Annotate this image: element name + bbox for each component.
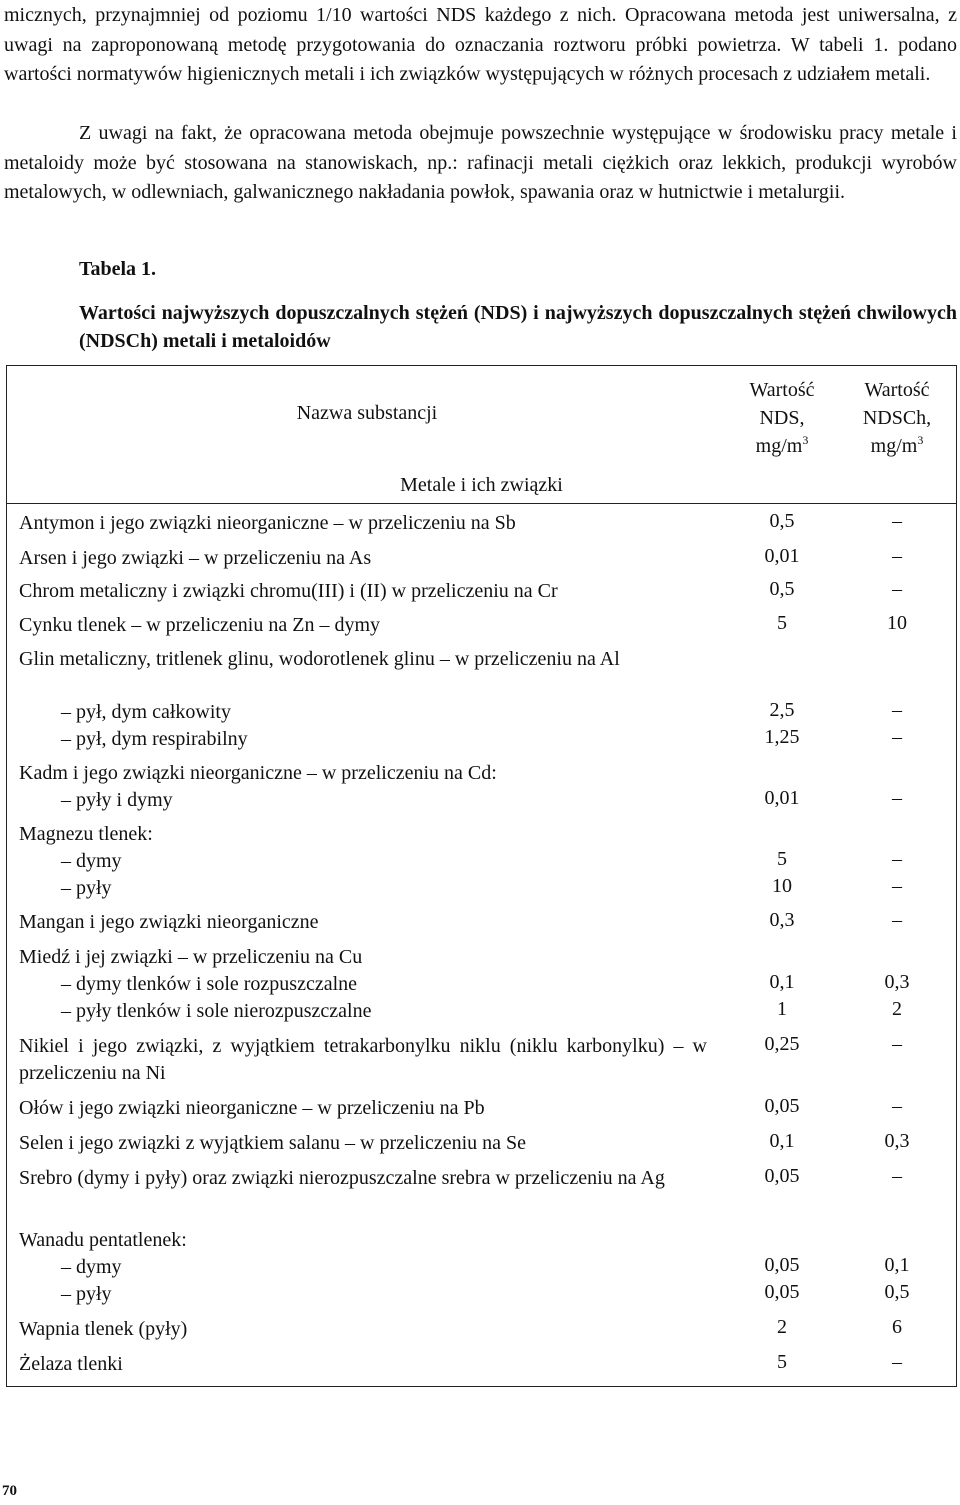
header-ndsch-sup: 3	[917, 433, 924, 447]
row-substance: Kadm i jego związki nieorganiczne – w przeliczeniu na Cd:	[19, 762, 497, 784]
paragraph-2: Z uwagi na fakt, że opracowana metoda obejmuje powszechnie występujące w środowisku pracy metale i metaloidy może być stosowana na stanowiskach, np.: rafinacji metali ciężkich oraz lekkich, produkcji wyrobów metalowych, w odlewniach, galwanicznego nakładania powłok, spawania oraz w hutnictwie i metalurgii.	[4, 122, 957, 203]
row-ndsch: –	[892, 848, 902, 870]
row-nds: 0,05	[764, 1095, 800, 1117]
row-substance: – pył, dym całkowity	[61, 701, 231, 723]
row-substance: Glin metaliczny, tritlenek glinu, wodorotlenek glinu – w przeliczeniu na Al	[19, 648, 620, 670]
header-nds-line2: NDS,	[759, 407, 805, 429]
row-nds: 5	[777, 848, 787, 870]
row-substance: – pyły	[61, 877, 112, 899]
row-nds: 0,05	[764, 1281, 800, 1303]
table-number: Tabela 1.	[79, 258, 157, 280]
row-nds: 2,5	[769, 699, 795, 721]
row-substance: Chrom metaliczny i związki chromu(III) i (II) w przeliczeniu na Cr	[19, 580, 558, 602]
header-ndsch-unit-wrap	[837, 432, 957, 460]
row-substance: Arsen i jego związki – w przeliczeniu na As	[19, 547, 372, 569]
row-substance: – pył, dym respirabilny	[61, 728, 248, 750]
table-title: Wartości najwyższych dopuszczalnych stężeń (NDS) i najwyższych dopuszczalnych stężeń chwilowych (NDSCh) metali i metaloidów	[79, 302, 957, 352]
row-ndsch: 2	[892, 998, 902, 1020]
row-nds: 0,1	[769, 1130, 795, 1152]
row-nds: 5	[777, 612, 787, 634]
row-nds: 0,01	[764, 787, 800, 809]
row-substance: Ołów i jego związki nieorganiczne – w przeliczeniu na Pb	[19, 1097, 485, 1119]
row-substance: Miedź i jej związki – w przeliczeniu na Cu	[19, 946, 363, 968]
row-ndsch: 0,3	[884, 971, 910, 993]
row-ndsch: –	[892, 726, 902, 748]
header-nds	[727, 376, 837, 460]
row-substance: Cynku tlenek – w przeliczeniu na Zn – dymy	[19, 614, 381, 636]
header-nds-unit-wrap	[727, 432, 837, 460]
row-ndsch: –	[892, 875, 902, 897]
row-substance: – dymy	[61, 850, 122, 872]
header-ndsch-unit: mg/m	[870, 435, 918, 457]
row-substance: Magnezu tlenek:	[19, 823, 153, 845]
row-ndsch: –	[892, 578, 902, 600]
row-substance: Wanadu pentatlenek:	[19, 1229, 187, 1251]
row-nds: 0,1	[769, 971, 795, 993]
row-ndsch: –	[892, 1351, 902, 1373]
header-ndsch-line2: NDSCh,	[862, 407, 932, 429]
row-ndsch: –	[892, 699, 902, 721]
row-substance: Żelaza tlenki	[19, 1353, 123, 1375]
page-number: 70	[2, 1483, 17, 1499]
row-nds: 0,5	[769, 510, 795, 532]
section-divider	[7, 503, 956, 504]
row-substance: – dymy	[61, 1256, 122, 1278]
row-nds: 10	[772, 875, 792, 897]
row-nds: 0,3	[769, 909, 795, 931]
row-ndsch: –	[892, 909, 902, 931]
header-nds-sup: 3	[802, 433, 809, 447]
header-nds-unit: mg/m	[755, 435, 803, 457]
row-nds: 0,5	[769, 578, 795, 600]
row-ndsch: 0,3	[884, 1130, 910, 1152]
row-nds: 0,25	[764, 1033, 800, 1055]
row-nds: 2	[777, 1316, 787, 1338]
header-ndsch	[837, 376, 957, 460]
header-substance-name: Nazwa substancji	[296, 402, 438, 424]
row-nds: 1	[777, 998, 787, 1020]
header-nds-line1: Wartość	[749, 379, 815, 401]
row-nds: 0,05	[764, 1254, 800, 1276]
row-nds: 0,05	[764, 1165, 800, 1187]
header-ndsch-line1: Wartość	[864, 379, 930, 401]
row-substance: Antymon i jego związki nieorganiczne – w przeliczeniu na Sb	[19, 512, 516, 534]
section-heading: Metale i ich związki	[400, 474, 563, 496]
row-ndsch: 6	[892, 1316, 902, 1338]
row-ndsch: –	[892, 545, 902, 567]
row-substance: – pyły i dymy	[61, 789, 173, 811]
row-nds: 0,01	[764, 545, 800, 567]
row-substance: Nikiel i jego związki, z wyjątkiem tetrakarbonylku niklu (niklu karbonylku) – w przeliczeniu na Ni	[19, 1035, 707, 1084]
row-ndsch: 0,5	[884, 1281, 910, 1303]
row-ndsch: –	[892, 1033, 902, 1055]
row-nds: 5	[777, 1351, 787, 1373]
row-substance: – dymy tlenków i sole rozpuszczalne	[61, 973, 358, 995]
row-ndsch: –	[892, 787, 902, 809]
row-nds: 1,25	[764, 726, 800, 748]
row-substance: Wapnia tlenek (pyły)	[19, 1318, 188, 1340]
paragraph-1: micznych, przynajmniej od poziomu 1/10 wartości NDS każdego z nich. Opracowana metoda jest uniwersalna, z uwagi na zaproponowaną metodę przygotowania do oznaczania roztworu próbki powietrza. W tabeli 1. podano wartości normatywów higienicznych metali i ich związków występujących w różnych procesach z udziałem metali.	[4, 4, 957, 85]
row-ndsch: –	[892, 1095, 902, 1117]
row-substance: Mangan i jego związki nieorganiczne	[19, 911, 319, 933]
row-ndsch: –	[892, 1165, 902, 1187]
row-substance: Srebro (dymy i pyły) oraz związki nierozpuszczalne srebra w przeliczeniu na Ag	[19, 1167, 665, 1189]
row-substance: – pyły	[61, 1283, 112, 1305]
limits-table	[6, 365, 957, 1387]
row-substance: Selen i jego związki z wyjątkiem salanu – w przeliczeniu na Se	[19, 1132, 527, 1154]
row-ndsch: 10	[887, 612, 907, 634]
row-ndsch: 0,1	[884, 1254, 910, 1276]
row-substance: – pyły tlenków i sole nierozpuszczalne	[61, 1000, 372, 1022]
row-ndsch: –	[892, 510, 902, 532]
